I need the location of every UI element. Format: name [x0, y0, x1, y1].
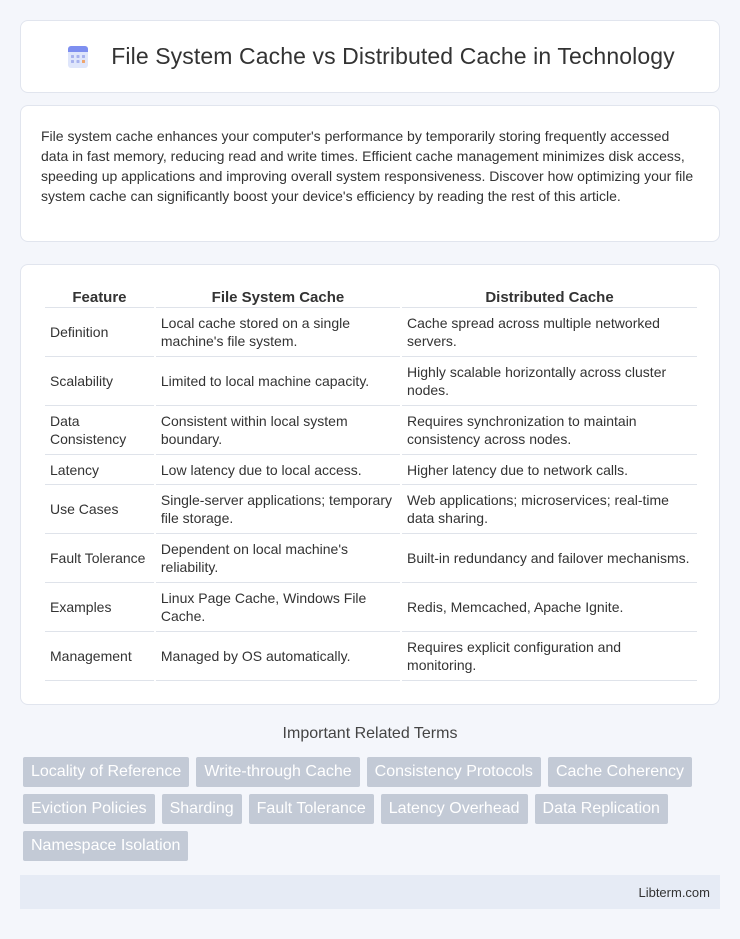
- distributed-cache-cell: Requires synchronization to maintain consistency across nodes.: [402, 406, 697, 455]
- footer: [20, 875, 720, 909]
- table-row: [45, 357, 697, 406]
- table-row: [45, 583, 697, 632]
- intro-card: [20, 105, 720, 242]
- table-header-row: [45, 285, 697, 308]
- feature-cell: Management: [45, 632, 154, 681]
- related-term-tag[interactable]: Cache Coherency: [548, 757, 692, 787]
- comparison-card: [20, 264, 720, 705]
- file-system-cache-cell: Linux Page Cache, Windows File Cache.: [156, 583, 400, 632]
- distributed-cache-cell: Requires explicit configuration and monitoring.: [402, 632, 697, 681]
- feature-cell: Latency: [45, 455, 154, 485]
- table-row: [45, 534, 697, 583]
- table-row: [45, 308, 697, 357]
- distributed-cache-cell: Web applications; microservices; real-time data sharing.: [402, 485, 697, 534]
- column-header: Distributed Cache: [402, 285, 697, 308]
- related-term-tag[interactable]: Locality of Reference: [23, 757, 189, 787]
- file-system-cache-cell: Limited to local machine capacity.: [156, 357, 400, 406]
- page-title: File System Cache vs Distributed Cache in Technology: [111, 43, 675, 69]
- document-grid-icon: [65, 44, 91, 70]
- related-term-tag[interactable]: Sharding: [162, 794, 242, 824]
- feature-cell: Use Cases: [45, 485, 154, 534]
- related-term-tag[interactable]: Latency Overhead: [381, 794, 528, 824]
- related-term-tag[interactable]: Eviction Policies: [23, 794, 155, 824]
- distributed-cache-cell: Highly scalable horizontally across cluster nodes.: [402, 357, 697, 406]
- distributed-cache-cell: Redis, Memcached, Apache Ignite.: [402, 583, 697, 632]
- header-card: [20, 20, 720, 93]
- file-system-cache-cell: Low latency due to local access.: [156, 455, 400, 485]
- file-system-cache-cell: Consistent within local system boundary.: [156, 406, 400, 455]
- feature-cell: Fault Tolerance: [45, 534, 154, 583]
- related-term-tag[interactable]: Fault Tolerance: [249, 794, 374, 824]
- related-terms-list: [23, 757, 703, 861]
- table-row: [45, 455, 697, 485]
- related-term-tag[interactable]: Write-through Cache: [196, 757, 359, 787]
- distributed-cache-cell: Cache spread across multiple networked servers.: [402, 308, 697, 357]
- file-system-cache-cell: Dependent on local machine's reliability.: [156, 534, 400, 583]
- file-system-cache-cell: Managed by OS automatically.: [156, 632, 400, 681]
- feature-cell: Examples: [45, 583, 154, 632]
- comparison-table: [43, 285, 699, 681]
- distributed-cache-cell: Higher latency due to network calls.: [402, 455, 697, 485]
- table-row: [45, 406, 697, 455]
- table-row: [45, 632, 697, 681]
- related-term-tag[interactable]: Consistency Protocols: [367, 757, 541, 787]
- related-terms-heading: Important Related Terms: [282, 725, 458, 742]
- column-header: Feature: [45, 285, 154, 308]
- related-term-tag[interactable]: Data Replication: [535, 794, 668, 824]
- table-row: [45, 485, 697, 534]
- intro-paragraph: File system cache enhances your computer's performance by temporarily storing frequently accessed data in fast memory, reducing read and write times. Efficient cache management minimizes disk access, speeding up applications and improving overall system responsiveness. Discover how optimizing your file system cache can significantly boost your device's efficiency by reading the rest of this article.: [41, 128, 694, 204]
- column-header: File System Cache: [156, 285, 400, 308]
- feature-cell: Scalability: [45, 357, 154, 406]
- file-system-cache-cell: Local cache stored on a single machine's file system.: [156, 308, 400, 357]
- footer-site-link[interactable]: Libterm.com: [638, 884, 710, 900]
- related-term-tag[interactable]: Namespace Isolation: [23, 831, 188, 861]
- feature-cell: Data Consistency: [45, 406, 154, 455]
- feature-cell: Definition: [45, 308, 154, 357]
- distributed-cache-cell: Built-in redundancy and failover mechanisms.: [402, 534, 697, 583]
- file-system-cache-cell: Single-server applications; temporary file storage.: [156, 485, 400, 534]
